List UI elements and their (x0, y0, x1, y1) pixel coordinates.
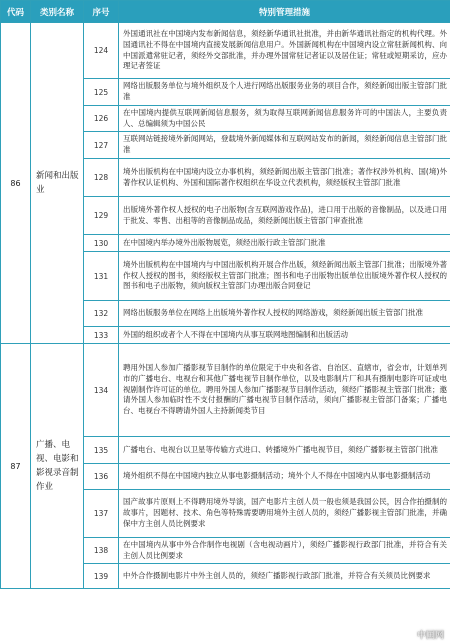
measure-text: 境外出版机构在中国境内设立办事机构，须经新闻出版主管部门批准；著作权涉外机构、国(境)外著作权认证机构、外国和国际著作权组织在华设立代表机构，须经版权主管部门批准 (119, 159, 450, 197)
measure-text: 广播电台、电视台以卫星等传输方式进口、转播境外广播电视节目，须经广播影视主管部门批准 (119, 437, 450, 464)
row-number: 124 (84, 23, 119, 79)
measure-text: 网络出版服务单位与境外组织及个人进行网络出版服务业务的项目合作，须经新闻出版主管部门批准 (119, 79, 450, 106)
watermark-logo: 中国网 (416, 631, 444, 641)
industry-code: 86 (1, 23, 31, 344)
row-number: 138 (84, 538, 119, 564)
measure-text: 网络出版服务单位在网络上出版境外著作权人授权的网络游戏，须经新闻出版主管部门批准 (119, 301, 450, 327)
row-number: 131 (84, 252, 119, 301)
measure-text: 外国的组织或者个人不得在中国境内从事互联网地图编制和出版活动 (119, 327, 450, 344)
industry-category: 广播、电视、电影和影视录音制作业 (31, 344, 84, 589)
measure-text: 境外组织不得在中国境内独立从事电影摄制活动；境外个人不得在中国境内从事电影摄制活动 (119, 464, 450, 490)
measure-text: 外国通讯社在中国境内发布新闻信息，须经新华通讯社批准，并由新华通讯社指定的机构代理。外国通讯社不得在中国境内直接发展新闻信息用户。外国新闻机构在中国境内设立常驻新闻机构、向中国派遣常驻记者，须经外交部批准，并办理外国常驻记者证以及居住证；常驻或短期采访，应办理记者签证 (119, 23, 450, 79)
measure-text: 互联网站链接境外新闻网站，登载境外新闻媒体和互联网站发布的新闻，须经新闻信息主管部门批准 (119, 132, 450, 159)
header-measures: 特别管理措施 (119, 1, 450, 23)
header-category: 类别名称 (31, 1, 84, 23)
measure-text: 国产故事片原则上不得聘用境外导演，国产电影片主创人员一般也须是我国公民，因合作拍摄制的故事片，因题材、技术、角色等特殊需要聘用境外主创人员的，须经广播影视主管部门批准，并确保中方主创人员比例要求 (119, 490, 450, 538)
measure-text: 在中国境内提供互联网新闻信息服务，须为取得互联网新闻信息服务许可的中国法人，主要负责人、总编辑须为中国公民 (119, 106, 450, 132)
row-number: 134 (84, 344, 119, 437)
table-row (1, 23, 450, 79)
measure-text: 境外出版机构在中国境内与中国出版机构开展合作出版，须经新闻出版主管部门批准；出版境外著作权人授权的图书，须经版权主管部门批准；图书和电子出版物出版单位出版境外著作权人授权的图书和电子出版物，须向版权主管部门办理出版合同登记 (119, 252, 450, 301)
header-number: 序号 (84, 1, 119, 23)
row-number: 137 (84, 490, 119, 538)
measure-text: 中外合作摄制电影片中外主创人员的，须经广播影视行政部门批准，并符合有关须员比例要求 (119, 564, 450, 589)
measure-text: 在中国境内举办境外出版物展览，须经出版行政主管部门批准 (119, 235, 450, 252)
measure-text: 出版境外著作权人授权的电子出版物(含互联网游戏作品)，进口用于出版的音像制品，以及进口用于批发、零售、出租等的音像制品成品，须经新闻出版主管部门审查批准 (119, 197, 450, 235)
measure-text: 在中国境内从事中外合作制作电视剧（含电视动画片），须经广播影视行政部门批准，并符合有关主创人员比例要求 (119, 538, 450, 564)
industry-code: 87 (1, 344, 31, 589)
row-number: 132 (84, 301, 119, 327)
row-number: 129 (84, 197, 119, 235)
row-number: 127 (84, 132, 119, 159)
row-number: 130 (84, 235, 119, 252)
row-number: 126 (84, 106, 119, 132)
row-number: 125 (84, 79, 119, 106)
row-number: 128 (84, 159, 119, 197)
row-number: 136 (84, 464, 119, 490)
industry-category: 新闻和出版业 (31, 23, 84, 344)
row-number: 133 (84, 327, 119, 344)
header-code: 代码 (1, 1, 31, 23)
table-header-row (1, 1, 450, 23)
table-row (1, 344, 450, 437)
row-number: 139 (84, 564, 119, 589)
row-number: 135 (84, 437, 119, 464)
measure-text: 聘用外国人参加广播影视节目制作的单位限定于中央和各省、自治区、直辖市，省会市，计划单列市的广播电台、电视台和其他广播电视节目制作单位，以及电影制片厂和具有摄制电影许可证或电视剧制作许可证的单位。聘用外国人参加广播影视节目制作活动，须经广播影视主管部门批准；邀请外国人参加临时性不支付报酬的广播电视节目制作活动，须向广播影视主管部门备案；广播电台、电视台不得聘请外国人主持新闻类节目 (119, 344, 450, 437)
